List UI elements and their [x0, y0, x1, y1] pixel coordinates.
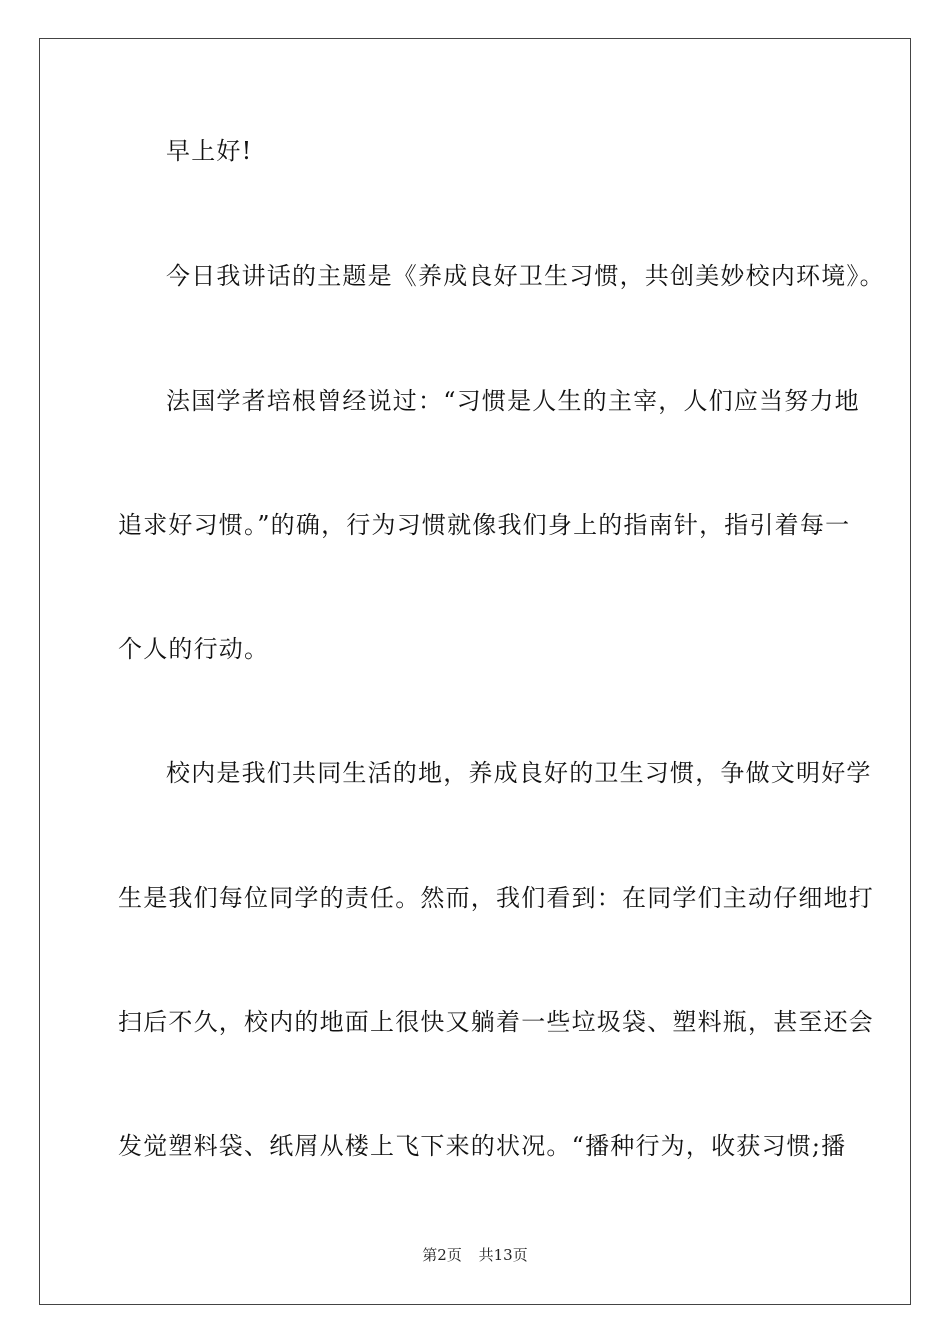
page-footer: [0, 1245, 950, 1265]
page-number: 第2页: [422, 1246, 462, 1264]
paragraph-line: 个人的行动。: [118, 635, 270, 663]
paragraph-line: 追求好习惯。”的确，行为习惯就像我们身上的指南针，指引着每一: [118, 511, 851, 539]
paragraph-line: 发觉塑料袋、纸屑从楼上飞下来的状况。“播种行为，收获习惯;播: [118, 1132, 847, 1160]
page-total: 共13页: [478, 1246, 528, 1264]
topic-line: 今日我讲话的主题是《养成良好卫生习惯，共创美妙校内环境》。: [166, 262, 885, 290]
page-border: [39, 38, 911, 1305]
greeting-line: 早上好!: [166, 137, 253, 165]
paragraph-line: 校内是我们共同生活的地，养成良好的卫生习惯，争做文明好学: [166, 759, 872, 787]
paragraph-line: 法国学者培根曾经说过：“习惯是人生的主宰，人们应当努力地: [166, 387, 860, 415]
paragraph-line: 扫后不久，校内的地面上很快又躺着一些垃圾袋、塑料瓶，甚至还会: [118, 1008, 874, 1036]
paragraph-line: 生是我们每位同学的责任。然而，我们看到：在同学们主动仔细地打: [118, 884, 874, 912]
